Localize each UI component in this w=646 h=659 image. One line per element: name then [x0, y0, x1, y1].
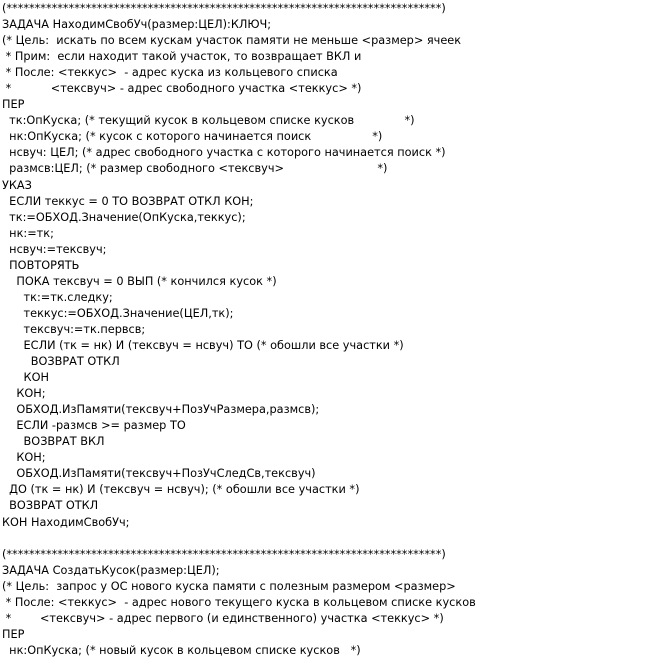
code-line: размсв:ЦЕЛ; (* размер свободного <тексвуч> *) [2, 162, 388, 176]
code-line: нк:=тк; [2, 226, 54, 240]
code-line: * После: <теккус> - адрес куска из кольцевого списка [2, 66, 338, 80]
code-line: нк:ОпКуска; (* кусок с которого начинается поиск *) [2, 130, 383, 144]
code-line: ПОВТОРЯТЬ [2, 258, 80, 272]
code-line: КОН; [2, 451, 46, 465]
code-line: ЗАДАЧА НаходимСвобУч(размер:ЦЕЛ):КЛЮЧ; [2, 18, 272, 32]
code-line [2, 531, 476, 547]
code-line: ЕСЛИ (тк = нк) И (тексвуч = нсвуч) ТО (* обошли все участки *) [2, 338, 404, 352]
code-line: ПЕР [2, 627, 25, 641]
code-line: нсвуч: ЦЕЛ; (* адрес свободного участка с которого начинается поиск *) [2, 146, 446, 160]
code-line: ЗАДАЧА СоздатьКусок(размер:ЦЕЛ); [2, 563, 220, 577]
code-line: ВОЗВРАТ ОТКЛ [2, 499, 99, 513]
code-line: УКАЗ [2, 178, 32, 192]
code-line: ОБХОД.ИзПамяти(тексвуч+ПозУчСледСв,тексвуч) [2, 467, 316, 481]
code-line: (*****************************************************************************) [2, 547, 446, 561]
code-line: тк:=ОБХОД.Значение(ОпКуска,теккус); [2, 210, 246, 224]
code-line: ВОЗВРАТ ВКЛ [2, 435, 105, 449]
code-line: ДО (тк = нк) И (тексвуч = нсвуч); (* обошли все участки *) [2, 483, 360, 497]
code-line: нк:ОпКуска; (* новый кусок в кольцевом списке кусков *) [2, 643, 361, 657]
code-line: ПЕР [2, 98, 25, 112]
code-line: теккус:=ОБХОД.Значение(ЦЕЛ,тк); [2, 306, 234, 320]
source-code-listing [2, 1, 476, 659]
code-line: нсвуч:=тексвуч; [2, 242, 107, 256]
code-line: ЕСЛИ теккус = 0 ТО ВОЗВРАТ ОТКЛ КОН; [2, 194, 254, 208]
code-line: ВОЗВРАТ ОТКЛ [2, 355, 120, 369]
code-line: тк:=тк.следку; [2, 290, 113, 304]
code-line: * <тексвуч> - адрес первого (и единственного) участка <теккус> *) [2, 611, 444, 625]
code-line: тк:ОпКуска; (* текущий кусок в кольцевом списке кусков *) [2, 114, 415, 128]
code-line: (* Цель: запрос у ОС нового куска памяти с полезным размером <размер> [2, 579, 456, 593]
code-line: ОБХОД.ИзПамяти(тексвуч+ПозУчРазмера,размсв); [2, 403, 320, 417]
code-line: * Прим: если находит такой участок, то возвращает ВКЛ и [2, 50, 362, 64]
code-line: * После: <теккус> - адрес нового текущего куска в кольцевом списке кусков [2, 595, 476, 609]
code-line: тексвуч:=тк.первсв; [2, 322, 146, 336]
code-line: КОН НаходимСвобУч; [2, 515, 130, 529]
code-line: (* Цель: искать по всем кускам участок памяти не меньше <размер> ячеек [2, 34, 462, 48]
code-line: КОН; [2, 387, 46, 401]
code-line: КОН [2, 371, 49, 385]
code-line: ПОКА тексвуч = 0 ВЫП (* кончился кусок *) [2, 274, 277, 288]
code-line: * <тексвуч> - адрес свободного участка <теккус> *) [2, 82, 362, 96]
code-line: (*****************************************************************************) [2, 2, 446, 15]
code-line: ЕСЛИ -размсв >= размер ТО [2, 419, 186, 433]
